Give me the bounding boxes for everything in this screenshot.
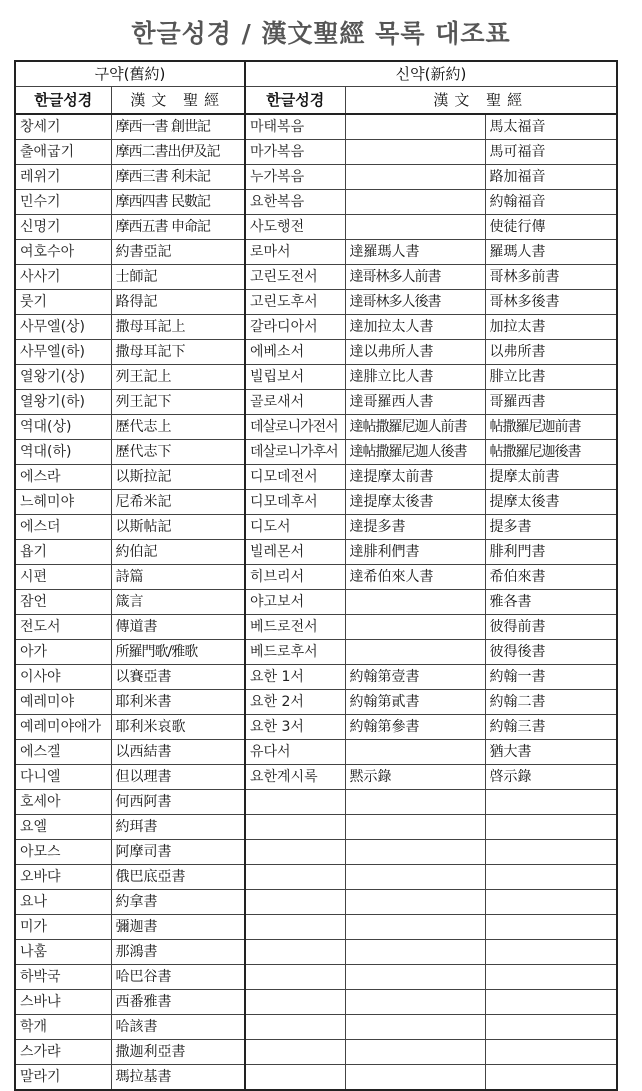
ot-chinese-cell: 何西阿書	[111, 790, 245, 815]
nt-chinese-old-cell	[345, 915, 485, 940]
ot-chinese-column-header: 漢文 聖經	[111, 87, 245, 115]
nt-chinese-cell: 約翰二書	[485, 690, 617, 715]
nt-chinese-cell: 腓利門書	[485, 540, 617, 565]
nt-chinese-old-cell	[345, 1040, 485, 1065]
table-row	[15, 140, 617, 165]
nt-chinese-old-cell: 約翰第壹書	[345, 665, 485, 690]
table-row	[15, 190, 617, 215]
table-row	[15, 114, 617, 140]
nt-chinese-old-cell: 達帖撒羅尼迦人後書	[345, 440, 485, 465]
nt-chinese-old-cell: 達腓立比人書	[345, 365, 485, 390]
ot-chinese-cell: 尼希米記	[111, 490, 245, 515]
nt-korean-cell: 고린도후서	[245, 290, 345, 315]
nt-korean-cell: 빌립보서	[245, 365, 345, 390]
nt-korean-cell: 요한 3서	[245, 715, 345, 740]
nt-chinese-old-cell	[345, 1065, 485, 1091]
nt-chinese-old-cell: 達腓利們書	[345, 540, 485, 565]
nt-chinese-old-cell	[345, 815, 485, 840]
ot-chinese-cell: 摩西五書 申命記	[111, 215, 245, 240]
ot-korean-cell: 예레미야애가	[15, 715, 111, 740]
table-row	[15, 1040, 617, 1065]
ot-chinese-cell: 以斯拉記	[111, 465, 245, 490]
nt-chinese-cell	[485, 865, 617, 890]
old-testament-header: 구약(舊約)	[15, 61, 245, 87]
table-body	[15, 114, 617, 1090]
nt-chinese-cell: 提多書	[485, 515, 617, 540]
nt-korean-cell: 에베소서	[245, 340, 345, 365]
table-row	[15, 840, 617, 865]
nt-korean-cell: 사도행전	[245, 215, 345, 240]
table-row	[15, 865, 617, 890]
ot-korean-cell: 요엘	[15, 815, 111, 840]
table-row	[15, 340, 617, 365]
table-row	[15, 365, 617, 390]
nt-chinese-old-cell	[345, 940, 485, 965]
ot-chinese-cell: 撒迦利亞書	[111, 1040, 245, 1065]
nt-chinese-cell	[485, 1015, 617, 1040]
nt-chinese-cell: 羅瑪人書	[485, 240, 617, 265]
table-row	[15, 715, 617, 740]
ot-korean-cell: 아가	[15, 640, 111, 665]
nt-korean-cell	[245, 890, 345, 915]
ot-chinese-cell: 約珥書	[111, 815, 245, 840]
nt-chinese-old-cell: 達以弗所人書	[345, 340, 485, 365]
nt-chinese-cell: 腓立比書	[485, 365, 617, 390]
ot-chinese-cell: 歷代志下	[111, 440, 245, 465]
table-row	[15, 940, 617, 965]
ot-chinese-cell: 耶利米哀歌	[111, 715, 245, 740]
nt-chinese-old-cell: 約翰第貳書	[345, 690, 485, 715]
table-row	[15, 165, 617, 190]
table-row	[15, 790, 617, 815]
table-row	[15, 290, 617, 315]
nt-chinese-old-cell	[345, 1015, 485, 1040]
nt-chinese-cell	[485, 1065, 617, 1091]
table-row	[15, 540, 617, 565]
nt-chinese-cell: 啓示錄	[485, 765, 617, 790]
nt-chinese-cell	[485, 1040, 617, 1065]
nt-korean-cell	[245, 1040, 345, 1065]
nt-korean-cell: 디모데전서	[245, 465, 345, 490]
nt-chinese-cell: 以弗所書	[485, 340, 617, 365]
nt-korean-cell	[245, 965, 345, 990]
nt-chinese-old-cell	[345, 865, 485, 890]
nt-chinese-cell: 希伯來書	[485, 565, 617, 590]
nt-korean-column-header: 한글성경	[245, 87, 345, 115]
ot-chinese-cell: 列王記上	[111, 365, 245, 390]
table-row	[15, 990, 617, 1015]
table-row	[15, 615, 617, 640]
ot-korean-cell: 에스더	[15, 515, 111, 540]
table-row	[15, 690, 617, 715]
nt-korean-cell	[245, 790, 345, 815]
nt-chinese-cell: 約翰三書	[485, 715, 617, 740]
nt-korean-cell: 데살로니가전서	[245, 415, 345, 440]
ot-korean-cell: 호세아	[15, 790, 111, 815]
nt-chinese-cell: 馬可福音	[485, 140, 617, 165]
ot-korean-cell: 시편	[15, 565, 111, 590]
nt-chinese-cell: 提摩太前書	[485, 465, 617, 490]
ot-korean-cell: 민수기	[15, 190, 111, 215]
nt-chinese-old-cell: 達哥羅西人書	[345, 390, 485, 415]
nt-korean-cell	[245, 1015, 345, 1040]
page-title: 한글성경 / 漢文聖經 목록 대조표	[131, 19, 511, 48]
nt-korean-cell: 데살로니가후서	[245, 440, 345, 465]
ot-korean-cell: 욥기	[15, 540, 111, 565]
nt-chinese-old-cell	[345, 215, 485, 240]
nt-chinese-cell	[485, 815, 617, 840]
nt-chinese-cell	[485, 790, 617, 815]
nt-chinese-old-cell	[345, 114, 485, 140]
ot-korean-cell: 잠언	[15, 590, 111, 615]
table-row	[15, 440, 617, 465]
nt-korean-cell: 골로새서	[245, 390, 345, 415]
ot-korean-cell: 나훔	[15, 940, 111, 965]
ot-chinese-cell: 以西結書	[111, 740, 245, 765]
nt-korean-cell: 히브리서	[245, 565, 345, 590]
nt-korean-cell: 요한 2서	[245, 690, 345, 715]
nt-chinese-cell: 哥林多前書	[485, 265, 617, 290]
ot-korean-cell: 사무엘(상)	[15, 315, 111, 340]
nt-chinese-old-cell	[345, 640, 485, 665]
nt-korean-cell: 야고보서	[245, 590, 345, 615]
nt-chinese-old-cell	[345, 990, 485, 1015]
nt-chinese-old-cell: 達希伯來人書	[345, 565, 485, 590]
table-row	[15, 515, 617, 540]
ot-korean-cell: 역대(상)	[15, 415, 111, 440]
ot-korean-cell: 룻기	[15, 290, 111, 315]
nt-chinese-old-cell	[345, 890, 485, 915]
nt-korean-cell: 갈라디아서	[245, 315, 345, 340]
nt-chinese-old-cell: 達哥林多人後書	[345, 290, 485, 315]
testament-header-row	[15, 61, 617, 87]
nt-korean-cell: 베드로전서	[245, 615, 345, 640]
nt-chinese-cell	[485, 990, 617, 1015]
column-header-row	[15, 87, 617, 115]
ot-korean-cell: 신명기	[15, 215, 111, 240]
ot-chinese-cell: 約書亞記	[111, 240, 245, 265]
nt-korean-cell: 마가복음	[245, 140, 345, 165]
ot-chinese-cell: 那鴻書	[111, 940, 245, 965]
ot-korean-cell: 열왕기(상)	[15, 365, 111, 390]
nt-korean-cell: 디도서	[245, 515, 345, 540]
nt-chinese-cell: 路加福音	[485, 165, 617, 190]
table-row	[15, 890, 617, 915]
nt-chinese-cell: 帖撒羅尼迦後書	[485, 440, 617, 465]
ot-chinese-cell: 耶利米書	[111, 690, 245, 715]
nt-korean-cell: 베드로후서	[245, 640, 345, 665]
table-row	[15, 1015, 617, 1040]
ot-korean-cell: 출애굽기	[15, 140, 111, 165]
table-row	[15, 490, 617, 515]
ot-korean-cell: 레위기	[15, 165, 111, 190]
ot-chinese-cell: 以斯帖記	[111, 515, 245, 540]
nt-chinese-old-cell: 達提摩太後書	[345, 490, 485, 515]
ot-chinese-cell: 阿摩司書	[111, 840, 245, 865]
nt-korean-cell	[245, 840, 345, 865]
nt-korean-cell: 유다서	[245, 740, 345, 765]
nt-chinese-column-header: 漢文 聖經	[345, 87, 617, 115]
ot-chinese-cell: 士師記	[111, 265, 245, 290]
ot-korean-cell: 아모스	[15, 840, 111, 865]
ot-korean-cell: 학개	[15, 1015, 111, 1040]
table-row	[15, 915, 617, 940]
ot-korean-cell: 오바댜	[15, 865, 111, 890]
nt-chinese-old-cell	[345, 615, 485, 640]
ot-chinese-cell: 哈巴谷書	[111, 965, 245, 990]
ot-chinese-cell: 路得記	[111, 290, 245, 315]
nt-chinese-old-cell	[345, 190, 485, 215]
ot-korean-cell: 열왕기(하)	[15, 390, 111, 415]
nt-chinese-old-cell: 達提多書	[345, 515, 485, 540]
nt-chinese-cell: 帖撒羅尼迦前書	[485, 415, 617, 440]
ot-chinese-cell: 瑪拉基書	[111, 1065, 245, 1091]
ot-korean-cell: 말라기	[15, 1065, 111, 1091]
table-row	[15, 590, 617, 615]
nt-korean-cell	[245, 990, 345, 1015]
table-row	[15, 815, 617, 840]
nt-chinese-old-cell: 黙示錄	[345, 765, 485, 790]
ot-chinese-cell: 彌迦書	[111, 915, 245, 940]
ot-chinese-cell: 列王記下	[111, 390, 245, 415]
ot-korean-cell: 사무엘(하)	[15, 340, 111, 365]
ot-chinese-cell: 哈該書	[111, 1015, 245, 1040]
ot-chinese-cell: 西番雅書	[111, 990, 245, 1015]
ot-chinese-cell: 箴言	[111, 590, 245, 615]
ot-chinese-cell: 但以理書	[111, 765, 245, 790]
nt-chinese-old-cell	[345, 790, 485, 815]
nt-korean-cell	[245, 865, 345, 890]
ot-chinese-cell: 所羅門歌/雅歌	[111, 640, 245, 665]
nt-chinese-cell: 哥林多後書	[485, 290, 617, 315]
nt-chinese-old-cell	[345, 140, 485, 165]
table-row	[15, 640, 617, 665]
table-row	[15, 665, 617, 690]
nt-chinese-old-cell: 達提摩太前書	[345, 465, 485, 490]
nt-chinese-cell: 雅各書	[485, 590, 617, 615]
ot-chinese-cell: 摩西三書 利未記	[111, 165, 245, 190]
nt-korean-cell: 로마서	[245, 240, 345, 265]
ot-chinese-cell: 俄巴底亞書	[111, 865, 245, 890]
table-row	[15, 465, 617, 490]
nt-chinese-old-cell	[345, 965, 485, 990]
nt-chinese-cell: 彼得前書	[485, 615, 617, 640]
nt-korean-cell: 누가복음	[245, 165, 345, 190]
nt-chinese-cell: 猶大書	[485, 740, 617, 765]
table-row	[15, 765, 617, 790]
nt-chinese-old-cell: 達羅瑪人書	[345, 240, 485, 265]
ot-korean-cell: 스가랴	[15, 1040, 111, 1065]
ot-chinese-cell: 歷代志上	[111, 415, 245, 440]
ot-chinese-cell: 傳道書	[111, 615, 245, 640]
table-row	[15, 390, 617, 415]
nt-korean-cell: 마태복음	[245, 114, 345, 140]
ot-korean-cell: 스바냐	[15, 990, 111, 1015]
table-row	[15, 565, 617, 590]
ot-korean-cell: 여호수아	[15, 240, 111, 265]
table-row	[15, 215, 617, 240]
nt-korean-cell	[245, 815, 345, 840]
bible-comparison-table	[14, 60, 618, 1091]
nt-chinese-old-cell	[345, 590, 485, 615]
ot-chinese-cell: 摩西二書出伊及記	[111, 140, 245, 165]
ot-chinese-cell: 摩西四書 民數記	[111, 190, 245, 215]
nt-chinese-cell: 哥羅西書	[485, 390, 617, 415]
table-row	[15, 415, 617, 440]
nt-chinese-cell	[485, 915, 617, 940]
nt-chinese-cell: 約翰一書	[485, 665, 617, 690]
ot-korean-cell: 에스라	[15, 465, 111, 490]
ot-korean-cell: 예레미야	[15, 690, 111, 715]
ot-chinese-cell: 詩篇	[111, 565, 245, 590]
nt-chinese-cell	[485, 965, 617, 990]
nt-korean-cell: 요한 1서	[245, 665, 345, 690]
nt-chinese-old-cell	[345, 740, 485, 765]
nt-korean-cell	[245, 915, 345, 940]
nt-korean-cell	[245, 940, 345, 965]
nt-chinese-cell	[485, 890, 617, 915]
nt-chinese-cell: 馬太福音	[485, 114, 617, 140]
nt-chinese-cell: 使徒行傳	[485, 215, 617, 240]
ot-korean-cell: 요나	[15, 890, 111, 915]
nt-chinese-old-cell: 達哥林多人前書	[345, 265, 485, 290]
nt-korean-cell: 요한계시록	[245, 765, 345, 790]
nt-korean-cell	[245, 1065, 345, 1091]
table-row	[15, 240, 617, 265]
ot-chinese-cell: 撒母耳記下	[111, 340, 245, 365]
ot-korean-cell: 에스겔	[15, 740, 111, 765]
nt-korean-cell: 요한복음	[245, 190, 345, 215]
ot-korean-cell: 역대(하)	[15, 440, 111, 465]
nt-chinese-old-cell	[345, 840, 485, 865]
ot-chinese-cell: 摩西一書 創世記	[111, 114, 245, 140]
nt-chinese-cell: 約翰福音	[485, 190, 617, 215]
nt-chinese-old-cell: 達帖撒羅尼迦人前書	[345, 415, 485, 440]
table-row	[15, 740, 617, 765]
ot-korean-cell: 이사야	[15, 665, 111, 690]
ot-chinese-cell: 約拿書	[111, 890, 245, 915]
new-testament-header: 신약(新約)	[245, 61, 617, 87]
table-row	[15, 265, 617, 290]
table-row	[15, 1065, 617, 1091]
ot-korean-cell: 창세기	[15, 114, 111, 140]
nt-chinese-old-cell	[345, 165, 485, 190]
ot-korean-cell: 하박국	[15, 965, 111, 990]
ot-korean-cell: 미가	[15, 915, 111, 940]
nt-chinese-cell: 加拉太書	[485, 315, 617, 340]
table-row	[15, 315, 617, 340]
ot-korean-cell: 사사기	[15, 265, 111, 290]
ot-korean-cell: 전도서	[15, 615, 111, 640]
ot-chinese-cell: 以賽亞書	[111, 665, 245, 690]
nt-chinese-cell: 提摩太後書	[485, 490, 617, 515]
nt-chinese-cell	[485, 840, 617, 865]
nt-korean-cell: 빌레몬서	[245, 540, 345, 565]
nt-chinese-cell: 彼得後書	[485, 640, 617, 665]
nt-korean-cell: 고린도전서	[245, 265, 345, 290]
nt-chinese-old-cell: 達加拉太人書	[345, 315, 485, 340]
nt-chinese-old-cell: 約翰第參書	[345, 715, 485, 740]
ot-chinese-cell: 撒母耳記上	[111, 315, 245, 340]
ot-korean-cell: 다니엘	[15, 765, 111, 790]
ot-korean-column-header: 한글성경	[15, 87, 111, 115]
ot-chinese-cell: 約伯記	[111, 540, 245, 565]
table-row	[15, 965, 617, 990]
ot-korean-cell: 느헤미야	[15, 490, 111, 515]
nt-korean-cell: 디모데후서	[245, 490, 345, 515]
nt-chinese-cell	[485, 940, 617, 965]
